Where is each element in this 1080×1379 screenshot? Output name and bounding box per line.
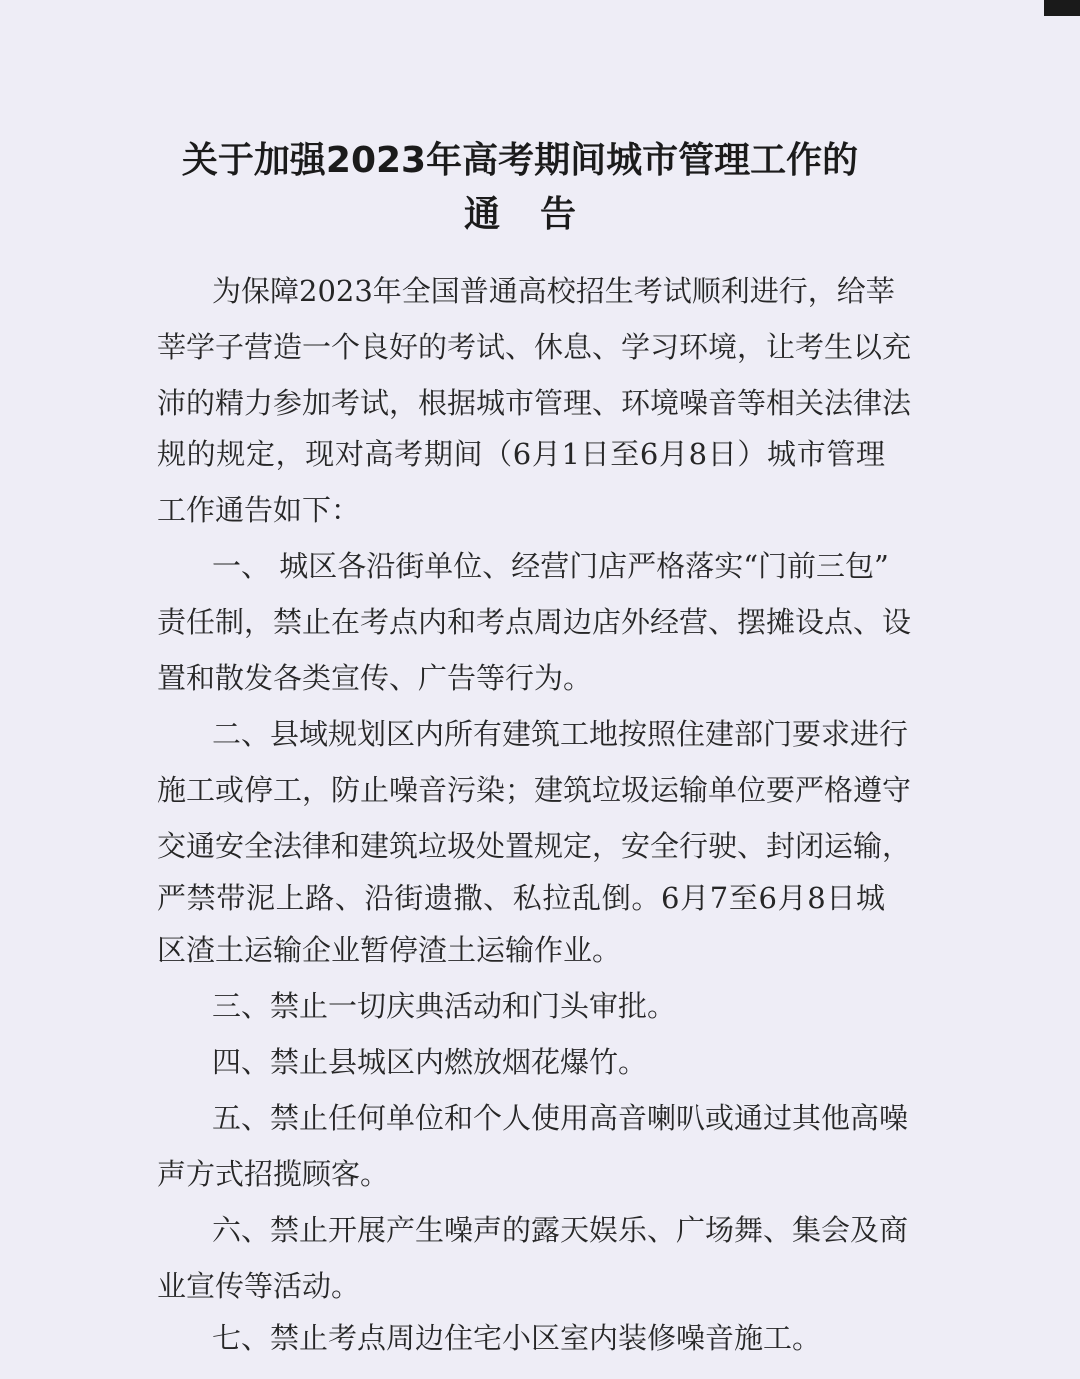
body-text-line: 施工或停工，防止噪音污染；建筑垃圾运输单位要严格遵守 bbox=[157, 773, 912, 807]
document-title-notice: 通告 bbox=[463, 194, 616, 235]
body-text-line: 区渣土运输企业暂停渣土运输作业。 bbox=[157, 933, 622, 967]
body-text-line: 沛的精力参加考试，根据城市管理、环境噪音等相关法律法 bbox=[157, 386, 912, 420]
body-text-line: 声方式招揽顾客。 bbox=[157, 1157, 390, 1191]
body-text-line: 五、禁止任何单位和个人使用高音喇叭或通过其他高噪 bbox=[212, 1101, 909, 1135]
body-text-line: 交通安全法律和建筑垃圾处置规定，安全行驶、封闭运输， bbox=[157, 829, 912, 863]
body-text-line: 莘学子营造一个良好的考试、休息、学习环境，让考生以充 bbox=[157, 330, 912, 364]
body-text-line: 严禁带泥上路、沿街遗撒、私拉乱倒。6月7至6月8日城 bbox=[157, 881, 885, 915]
body-text-line: 为保障2023年全国普通高校招生考试顺利进行，给莘 bbox=[212, 274, 895, 308]
body-text-line: 业宣传等活动。 bbox=[157, 1269, 361, 1303]
body-text-line: 一、 城区各沿街单位、经营门店严格落实“门前三包” bbox=[212, 549, 889, 583]
body-text-line: 四、禁止县城区内燃放烟花爆竹。 bbox=[212, 1045, 648, 1079]
body-text-line: 工作通告如下： bbox=[157, 493, 361, 527]
body-text-line: 六、禁止开展产生噪声的露天娱乐、广场舞、集会及商 bbox=[212, 1213, 909, 1247]
body-text-line: 二、县域规划区内所有建筑工地按照住建部门要求进行 bbox=[212, 717, 909, 751]
document-title: 关于加强2023年高考期间城市管理工作的 bbox=[181, 140, 859, 181]
body-text-line: 规的规定，现对高考期间（6月1日至6月8日）城市管理 bbox=[157, 437, 885, 471]
body-text-line: 七、禁止考点周边住宅小区室内装修噪音施工。 bbox=[212, 1321, 822, 1355]
scan-edge-shadow bbox=[1044, 0, 1080, 16]
body-text-line: 三、禁止一切庆典活动和门头审批。 bbox=[212, 989, 677, 1023]
body-text-line: 置和散发各类宣传、广告等行为。 bbox=[157, 661, 593, 695]
body-text-line: 责任制，禁止在考点内和考点周边店外经营、摆摊设点、设 bbox=[157, 605, 912, 639]
